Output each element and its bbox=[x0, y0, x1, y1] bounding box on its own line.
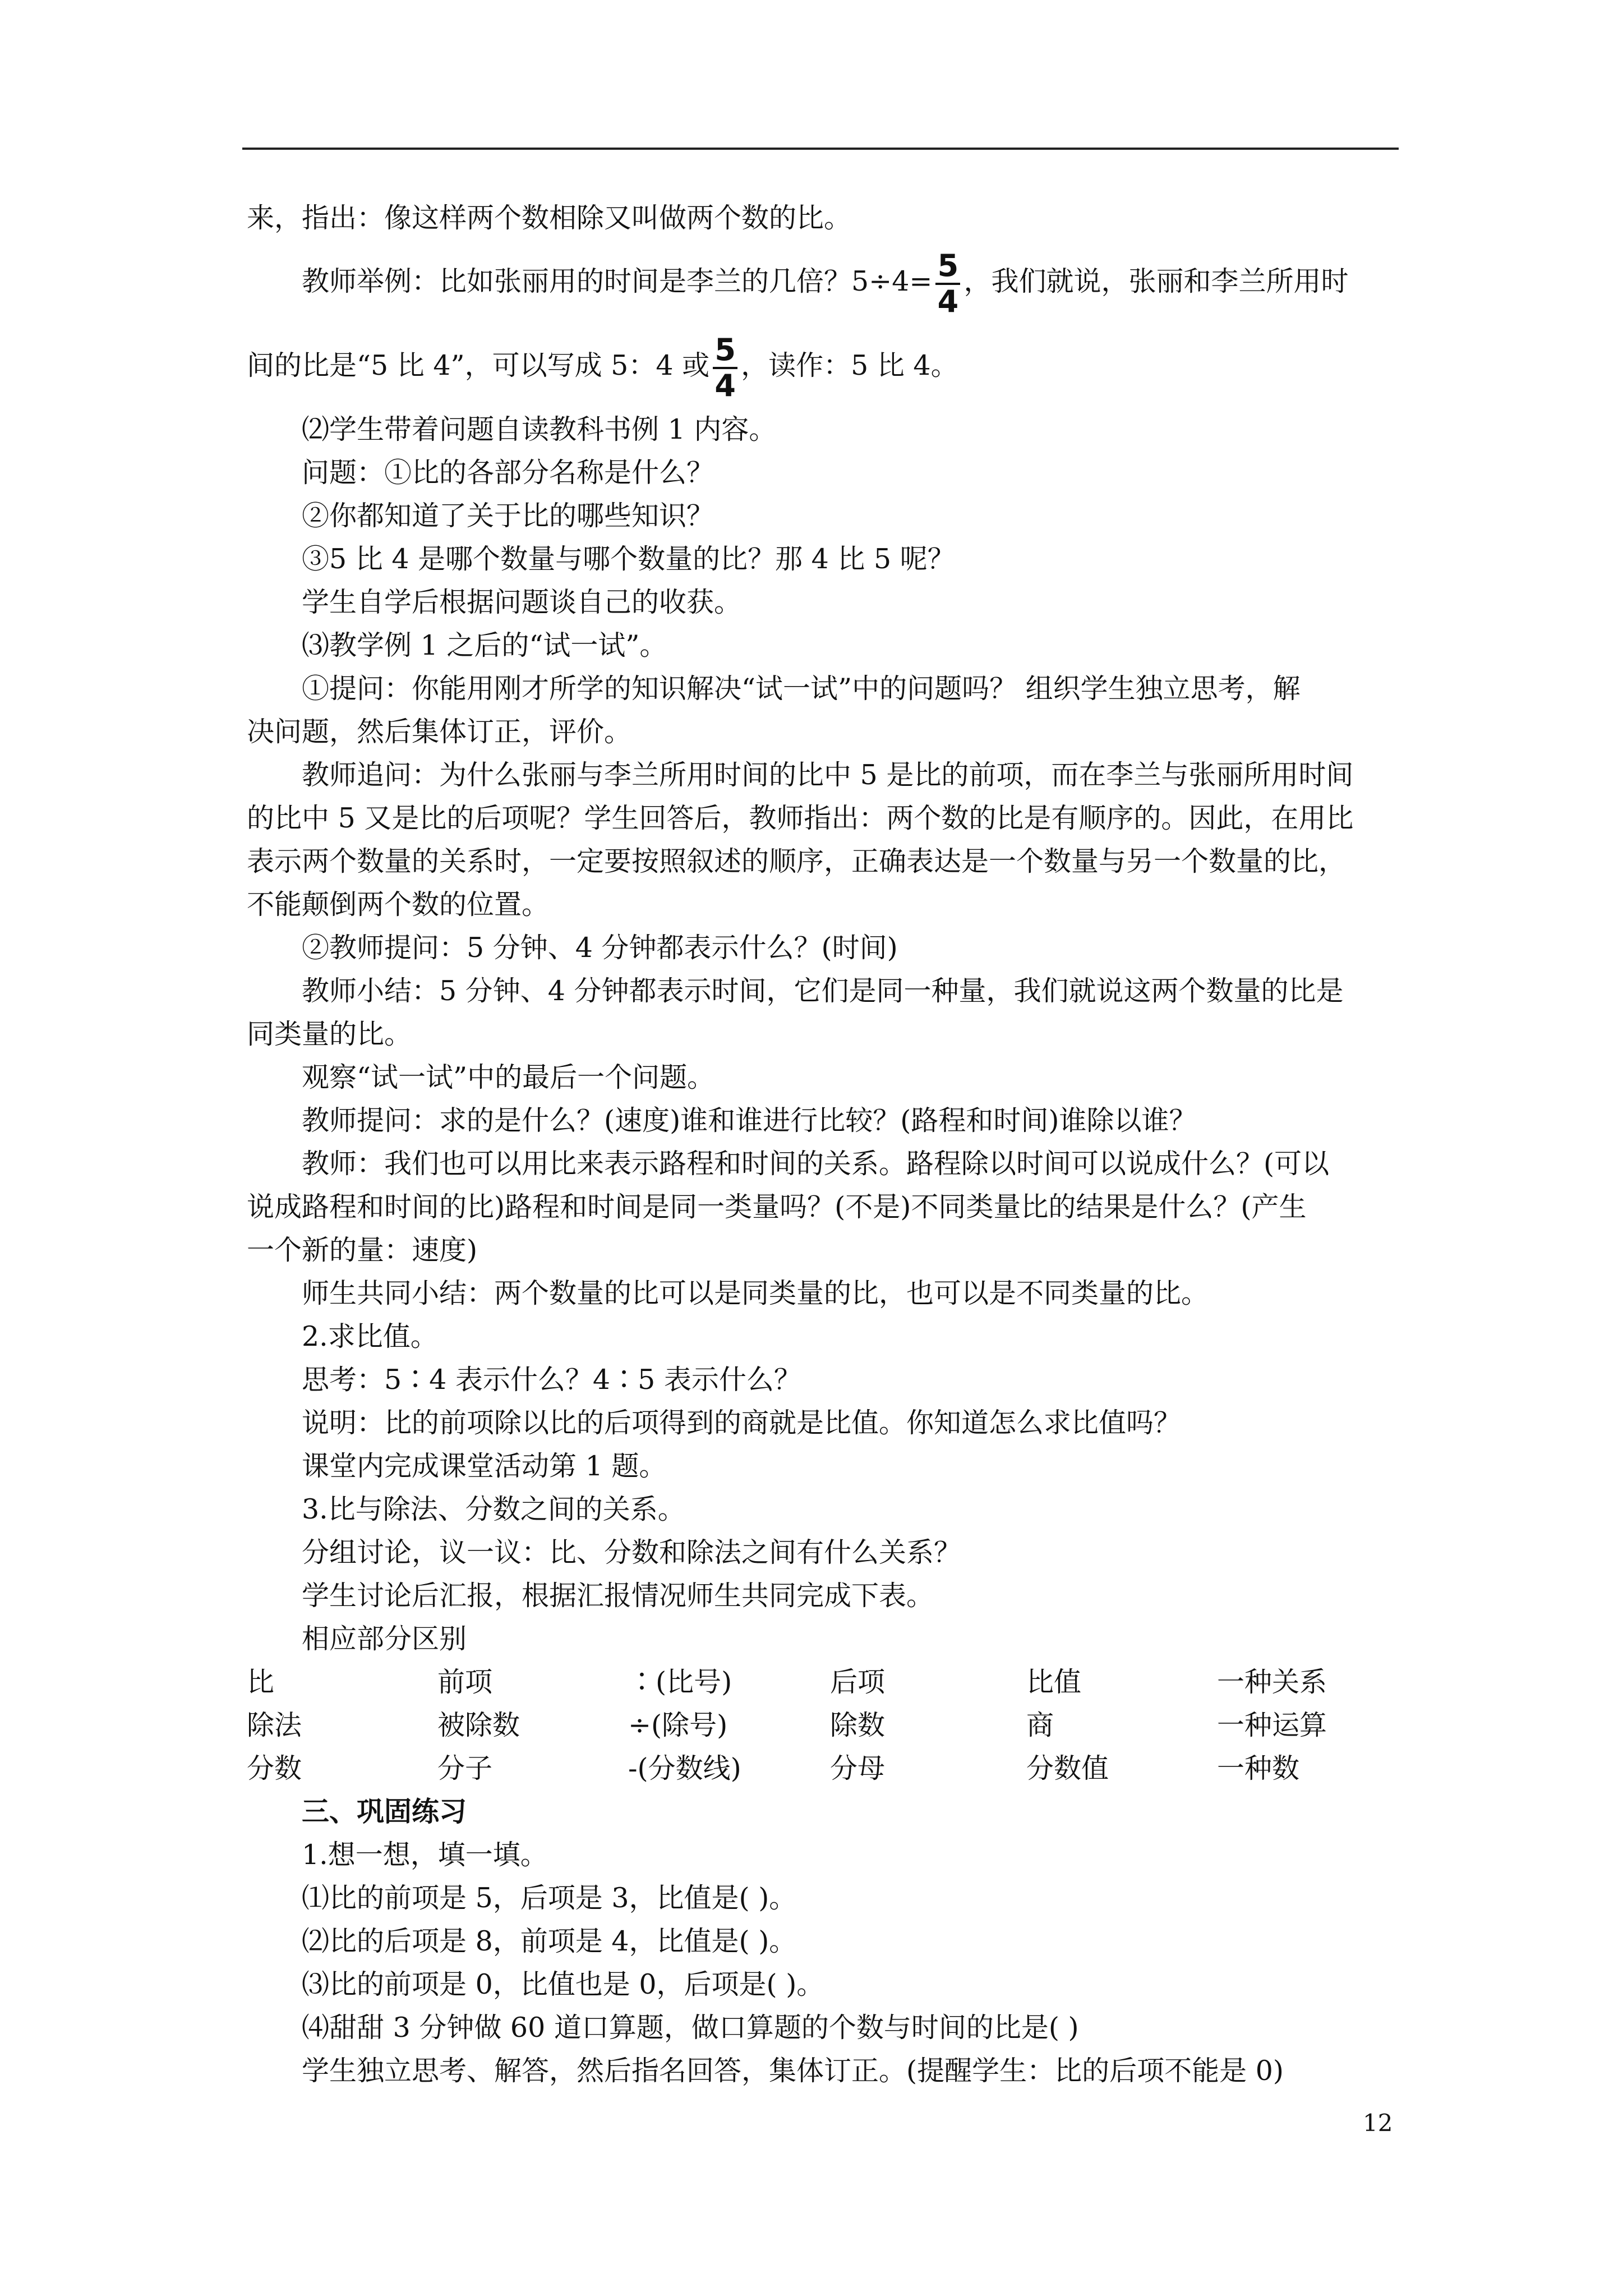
text-line: ②教师提问：5 分钟、4 分钟都表示什么？(时间) bbox=[302, 932, 898, 964]
exercise-item: ⑶比的前项是 0，比值也是 0，后项是( )。 bbox=[302, 1968, 824, 2000]
body-text bbox=[247, 196, 1402, 2092]
text-span: ，读作：5 比 4。 bbox=[741, 349, 958, 381]
exercise-item: ⑵比的后项是 8，前项是 4，比值是( )。 bbox=[302, 1925, 797, 1957]
table-cell: 除数 bbox=[830, 1709, 886, 1741]
text-line: 学生讨论后汇报，根据汇报情况师生共同完成下表。 bbox=[302, 1580, 934, 1612]
table-cell: 一种数 bbox=[1217, 1752, 1300, 1784]
table-cell: ∶(比号) bbox=[628, 1666, 732, 1698]
text-line: 2.求比值。 bbox=[302, 1320, 438, 1352]
text-line-with-fraction bbox=[247, 324, 1402, 408]
fraction-denominator: 4 bbox=[937, 283, 959, 319]
exercise-list bbox=[247, 1833, 1402, 2092]
text-line: 课堂内完成课堂活动第 1 题。 bbox=[302, 1450, 667, 1482]
text-line: ③5 比 4 是哪个数量与哪个数量的比？那 4 比 5 呢？ bbox=[302, 543, 955, 575]
table-row bbox=[247, 1747, 1402, 1790]
text-line: 教师追问：为什么张丽与李兰所用时间的比中 5 是比的前项，而在李兰与张丽所用时间 bbox=[302, 759, 1354, 791]
table-cell: -(分数线) bbox=[628, 1752, 741, 1784]
text-line: 教师：我们也可以用比来表示路程和时间的关系。路程除以时间可以说成什么？(可以 bbox=[302, 1148, 1330, 1180]
text-line: 决问题，然后集体订正，评价。 bbox=[247, 716, 632, 748]
text-line: 说成路程和时间的比)路程和时间是同一类量吗？(不是)不同类量比的结果是什么？(产生 bbox=[247, 1191, 1307, 1223]
text-line: 学生自学后根据问题谈自己的收获。 bbox=[302, 586, 742, 618]
exercise-item: ⑴比的前项是 5，后项是 3，比值是( )。 bbox=[302, 1882, 797, 1914]
exercise-item: 学生独立思考、解答，然后指名回答，集体订正。(提醒学生：比的后项不能是 0) bbox=[302, 2055, 1284, 2087]
text-line: 问题：①比的各部分名称是什么？ bbox=[302, 457, 714, 489]
page-number: 12 bbox=[1363, 2109, 1393, 2137]
text-line: 师生共同小结：两个数量的比可以是同类量的比，也可以是不同类量的比。 bbox=[302, 1277, 1209, 1309]
text-line: 分组讨论，议一议：比、分数和除法之间有什么关系？ bbox=[302, 1536, 962, 1568]
text-line: 观察“试一试”中的最后一个问题。 bbox=[302, 1061, 715, 1093]
text-span: 来，指出：像这样两个数相除又叫做两个数的比。 bbox=[247, 202, 852, 234]
text-line: 思考：5∶4 表示什么？4∶5 表示什么？ bbox=[302, 1364, 801, 1396]
text-line: ⑶教学例 1 之后的“试一试”。 bbox=[302, 629, 667, 661]
table-cell: 分子 bbox=[437, 1752, 493, 1784]
text-line: 3.比与除法、分数之间的关系。 bbox=[302, 1493, 685, 1525]
table-row bbox=[247, 1660, 1402, 1704]
text-line: 教师提问：求的是什么？(速度)谁和谁进行比较？(路程和时间)谁除以谁？ bbox=[302, 1105, 1197, 1137]
text-span: ，我们就说，张丽和李兰所用时 bbox=[963, 265, 1349, 297]
table-cell: 除法 bbox=[247, 1709, 302, 1741]
table-cell: 商 bbox=[1026, 1709, 1054, 1741]
text-line-with-fraction bbox=[247, 240, 1402, 324]
table-cell: 分数 bbox=[247, 1752, 302, 1784]
text-line: ②你都知道了关于比的哪些知识？ bbox=[302, 500, 714, 532]
table-cell: 被除数 bbox=[437, 1709, 520, 1741]
fraction-numerator: 5 bbox=[937, 247, 959, 283]
text-line: 相应部分区别 bbox=[302, 1623, 467, 1655]
fraction bbox=[935, 249, 960, 319]
header-rule bbox=[242, 148, 1399, 150]
text-line: 同类量的比。 bbox=[247, 1018, 412, 1050]
table-cell: 分母 bbox=[830, 1752, 886, 1784]
text-line: 说明：比的前项除以比的后项得到的商就是比值。你知道怎么求比值吗？ bbox=[302, 1407, 1182, 1439]
text-line bbox=[247, 196, 1402, 240]
table-cell: 一种运算 bbox=[1217, 1709, 1327, 1741]
paragraph-list bbox=[247, 408, 1402, 1660]
text-line: 的比中 5 又是比的后项呢？学生回答后，教师指出：两个数的比是有顺序的。因此，在用比 bbox=[247, 802, 1354, 834]
exercise-item: 1.想一想，填一填。 bbox=[302, 1839, 548, 1871]
text-line: 不能颠倒两个数的位置。 bbox=[247, 889, 550, 921]
table-cell: 比值 bbox=[1026, 1666, 1082, 1698]
section-heading: 三、巩固练习 bbox=[302, 1795, 467, 1828]
table-cell: 一种关系 bbox=[1217, 1666, 1327, 1698]
text-line: 一个新的量：速度) bbox=[247, 1234, 478, 1266]
fraction bbox=[713, 333, 737, 403]
text-line: 表示两个数量的关系时，一定要按照叙述的顺序，正确表达是一个数量与另一个数量的比， bbox=[247, 845, 1347, 877]
table-cell: 前项 bbox=[437, 1666, 493, 1698]
fraction-numerator: 5 bbox=[714, 332, 736, 367]
text-span: 教师举例：比如张丽用的时间是李兰的几倍？5÷4= bbox=[302, 265, 933, 297]
fraction-denominator: 4 bbox=[714, 367, 736, 403]
text-line: ⑵学生带着问题自读教科书例 1 内容。 bbox=[302, 413, 777, 445]
table-cell: ÷(除号) bbox=[628, 1709, 728, 1741]
text-span: 间的比是“5 比 4”，可以写成 5：4 或 bbox=[247, 349, 710, 381]
text-line: 教师小结：5 分钟、4 分钟都表示时间，它们是同一种量，我们就说这两个数量的比是 bbox=[302, 975, 1344, 1007]
table-row bbox=[247, 1704, 1402, 1747]
exercise-item: ⑷甜甜 3 分钟做 60 道口算题，做口算题的个数与时间的比是( ) bbox=[302, 2012, 1079, 2044]
table-cell: 后项 bbox=[830, 1666, 886, 1698]
comparison-table bbox=[247, 1660, 1402, 1790]
text-line: ①提问：你能用刚才所学的知识解决“试一试”中的问题吗？ 组织学生独立思考，解 bbox=[302, 673, 1301, 705]
table-cell: 分数值 bbox=[1026, 1752, 1109, 1784]
table-cell: 比 bbox=[247, 1666, 275, 1698]
